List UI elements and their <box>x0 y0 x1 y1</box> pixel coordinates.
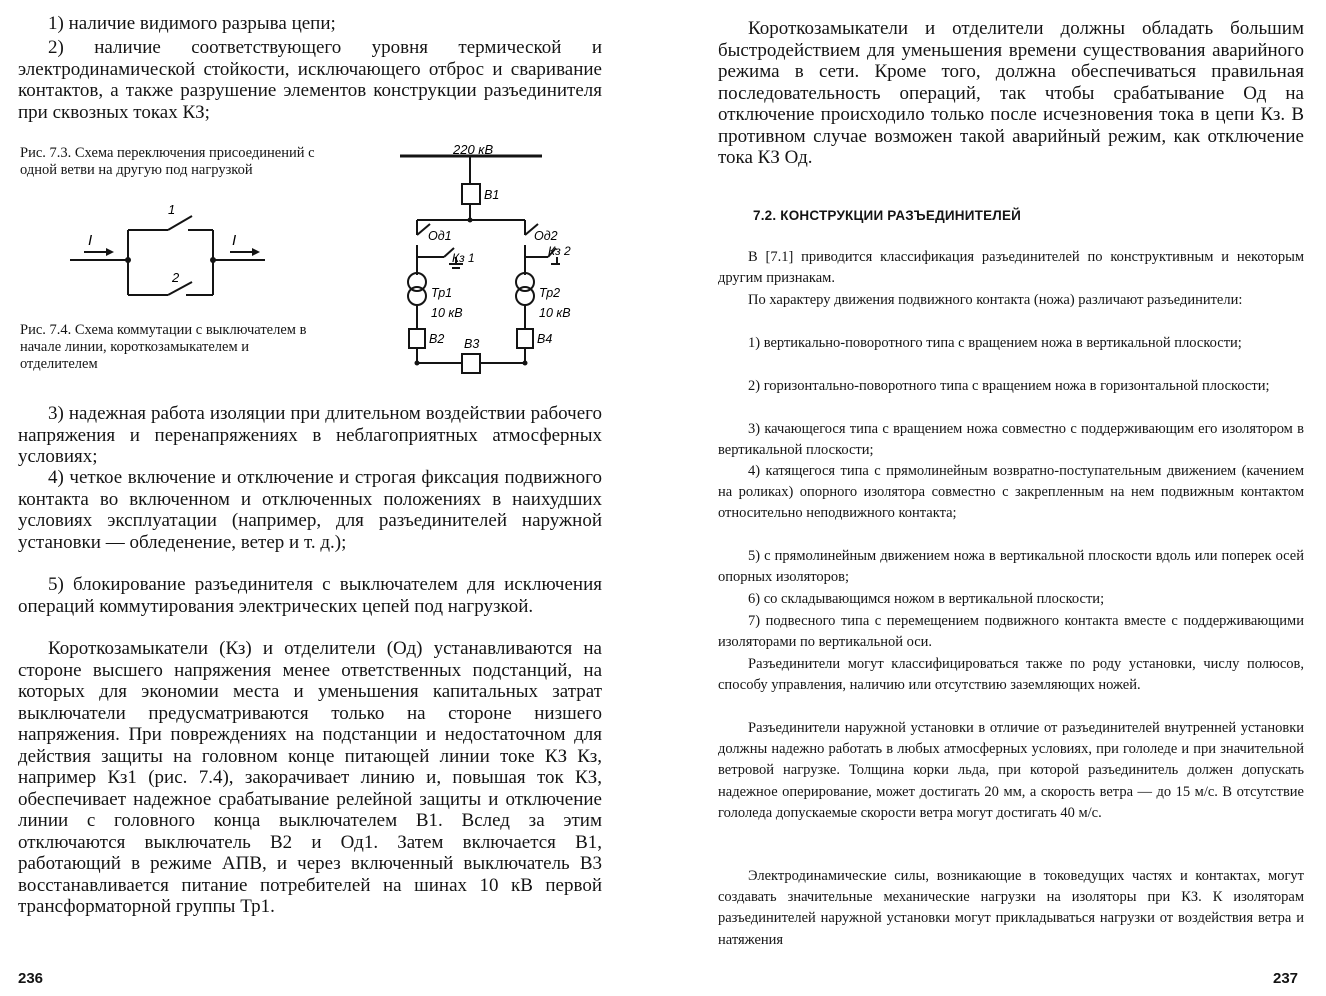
list-item-1: 1) вертикально-поворотного типа с вращением ножа в вертикальной плоскости; <box>748 335 1242 351</box>
top-paragraph: Короткозамыкатели и отделители должны обладать большим быстродействием для уменьшения времени существования аварийного режима в сети. Кроме того, должна обеспечиваться правильная последовательность операций, так чтобы срабатывание Од на отключение происходило только после исчезновения тока в цепи Кз. В противном случае возможен такой аварийный режим, как отключение тока КЗ Од. <box>718 18 1304 168</box>
fig73-switch-2: 2 <box>172 270 180 285</box>
list-item-3: 3) качающегося типа с вращением ножа совместно с поддерживающим его изолятором в вертикальной плоскости; <box>718 421 1304 459</box>
fig74-kv1: 10 кВ <box>431 306 463 320</box>
list-item-1: 1) наличие видимого разрыва цепи; <box>48 13 336 34</box>
paragraph-4: Разъединители наружной установки в отличие от разъединителей внутренней установки должны надежно работать в любых атмосферных условиях, при гололеде и при значительной ветровой нагрузке. Толщина корки льда, при которой разъединитель должен допускать надежное оперирование, может достигать 20 мм, а скорость ветра — до 15 м/с. В отсутствие гололеда допускаемые скорости ветра могут достигать 40 м/с. <box>718 720 1304 821</box>
fig74-caption: Рис. 7.4. Схема коммутации с выключателем в начале линии, короткозамыкателем и отделителем <box>20 322 307 372</box>
fig73-caption: Рис. 7.3. Схема переключения присоединений с одной ветви на другую под нагрузкой <box>20 145 315 178</box>
right-page <box>663 0 1326 996</box>
page-number-right: 237 <box>1273 970 1299 987</box>
fig74-od2: Од2 <box>534 229 558 243</box>
fig74-diagram <box>380 137 571 380</box>
main-paragraph: Короткозамыкатели (Кз) и отделители (Од) устанавливаются на стороне высшего напряжения менее ответственных подстанций, на которых для экономии места и уменьшения капитальных затрат выключатели предусматриваются только на стороне низшего напряжения. При повреждениях на подстанции и недостаточном для действия защиты на головном конце питающей линии токе КЗ Кз, например Кз1 (рис. 7.4), закорачивает линию и, повышая ток КЗ, обеспечивает надежное срабатывание релейной защиты и отключение линии с головного конца выключателем В1. Вслед за этим отключаются выключатель В2 и Од1. Затем включается В1, работающий в режиме АПВ, и через включенный выключатель В3 восстанавливается питание потребителей на шинах 10 кВ первой трансформаторной группы Тр1. <box>18 638 602 917</box>
fig74-tr1: Тр1 <box>431 286 453 300</box>
fig73-diagram <box>70 200 275 305</box>
fig74-tr2: Тр2 <box>539 286 561 300</box>
section-heading: 7.2. КОНСТРУКЦИИ РАЗЪЕДИНИТЕЛЕЙ <box>753 208 1022 223</box>
fig73-switch-1: 1 <box>168 202 176 217</box>
list-item-5: 5) блокирование разъединителя с выключателем для исключения операций коммутирования электрических цепей под нагрузкой. <box>18 574 602 617</box>
paragraph-1: В [7.1] приводится классификация разъединителей по конструктивным и некоторым другим признакам. <box>718 249 1304 287</box>
paragraph-2: По характеру движения подвижного контакта (ножа) различают разъединители: <box>748 292 1243 308</box>
fig74-kz2: Кз 2 <box>548 244 571 258</box>
list-item-4: 4) катящегося типа с прямолинейным возвратно-поступательным движением (качением на роликах) опорного изолятора совместно с закрепленным на нем подвижным контактом относительно неподвижного контакта; <box>718 463 1304 522</box>
fig74-kz1: Кз 1 <box>452 251 475 265</box>
fig74-kv2: 10 кВ <box>539 306 571 320</box>
fig74-bus-label: 220 кВ <box>453 142 494 157</box>
paragraph-5: Электродинамические силы, возникающие в токоведущих частях и контактах, могут создавать значительные механические нагрузки на изоляторы при КЗ. К изоляторам разъединителей наружной установки могут прикладываться нагрузки от воздействия ветра и натяжения <box>718 868 1304 948</box>
list-item-3: 3) надежная работа изоляции при длительном воздействии рабочего напряжения и перенапряжениях в неблагоприятных атмосферных условиях; <box>18 403 602 467</box>
list-item-7: 7) подвесного типа с перемещением подвижного контакта вместе с поддерживающими изоляторами по вертикальной оси. <box>718 613 1304 651</box>
paragraph-3: Разъединители могут классифицироваться также по роду установки, числу полюсов, способу управления, наличию или отсутствию заземляющих ножей. <box>718 656 1304 694</box>
fig74-od1: Од1 <box>428 229 452 243</box>
list-item-5: 5) с прямолинейным движением ножа в вертикальной плоскости вдоль или поперек осей опорных изоляторов; <box>718 548 1304 586</box>
fig73-current-left: I <box>88 232 93 249</box>
list-item-4: 4) четкое включение и отключение и строгая фиксация подвижного контакта во включенном и отключенных положениях в наихудших условиях эксплуатации (например, для разъединителей наружной установки — обледенение, ветер и т. д.); <box>18 467 602 553</box>
page-number-left: 236 <box>18 970 44 987</box>
list-item-2: 2) горизонтально-поворотного типа с вращением ножа в горизонтальной плоскости; <box>748 378 1270 394</box>
fig74-b1: В1 <box>484 188 500 202</box>
fig74-b2: В2 <box>429 332 445 346</box>
fig74-b3: В3 <box>464 337 480 351</box>
fig74-b4: В4 <box>537 332 553 346</box>
fig73-current-right: I <box>232 232 237 249</box>
list-item-6: 6) со складывающимся ножом в вертикальной плоскости; <box>748 591 1105 607</box>
list-item-2: 2) наличие соответствующего уровня термической и электродинамической стойкости, исключающего отброс и сваривание контактов, а также разрушение элементов конструкции разъединителя при сквозных токах КЗ; <box>18 37 602 123</box>
